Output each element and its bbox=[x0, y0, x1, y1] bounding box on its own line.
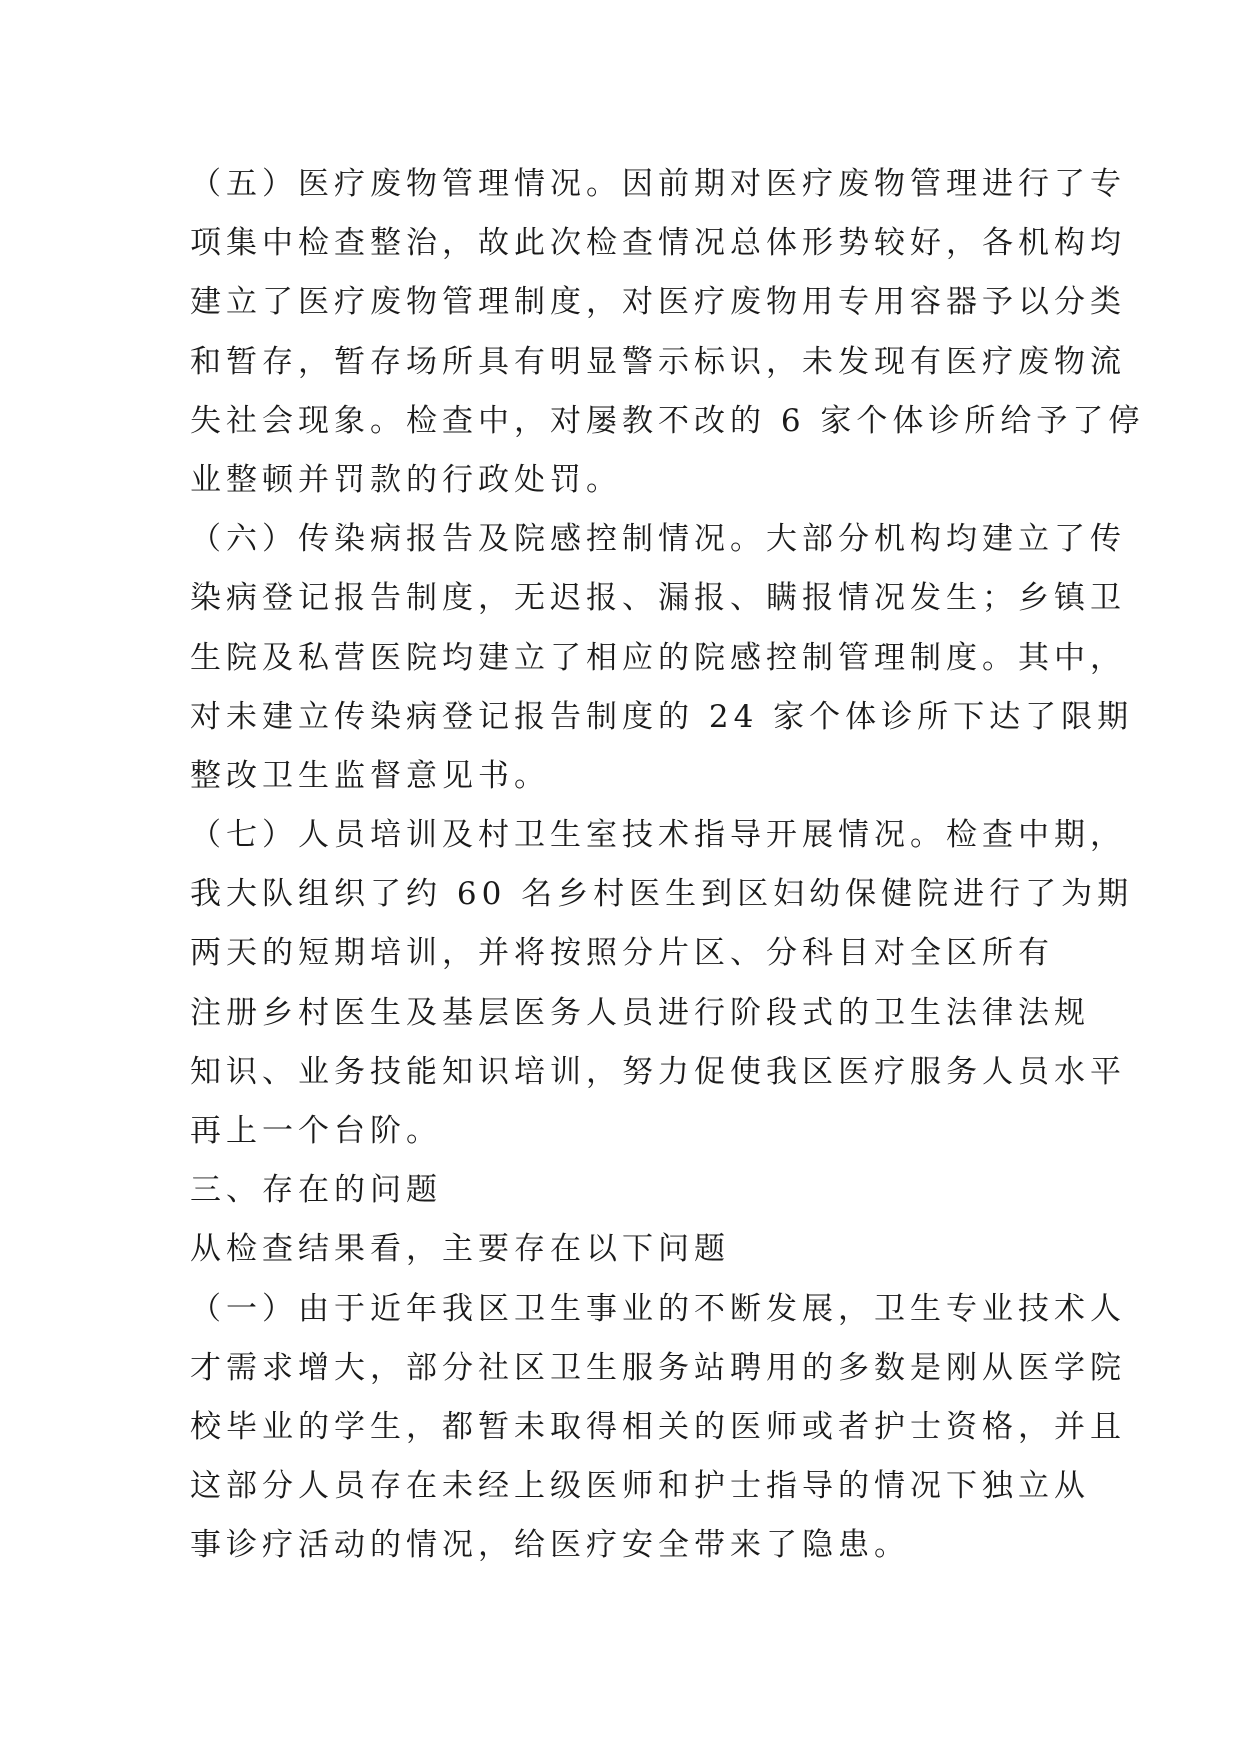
section-heading: 三、存在的问题 bbox=[190, 1172, 442, 1209]
text-line: 两天的短期培训，并将按照分片区、分科目对全区所有 bbox=[190, 935, 1054, 972]
text-line: 我大队组织了约 60 名乡村医生到区妇幼保健院进行了为期 bbox=[190, 876, 1134, 913]
text-line: 再上一个台阶。 bbox=[190, 1113, 442, 1149]
text-line: 从检查结果看，主要存在以下问题 bbox=[190, 1231, 730, 1268]
text-line: 对未建立传染病登记报告制度的 24 家个体诊所下达了限期 bbox=[190, 698, 1134, 735]
text-line: 失社会现象。检查中，对屡教不改的 6 家个体诊所给予了停 bbox=[190, 402, 1145, 439]
text-line: 染病登记报告制度，无迟报、漏报、瞒报情况发生；乡镇卫 bbox=[190, 580, 1126, 617]
text-line: （一）由于近年我区卫生事业的不断发展，卫生专业技术人 bbox=[190, 1290, 1126, 1327]
text-line: 项集中检查整治，故此次检查情况总体形势较好，各机构均 bbox=[190, 225, 1126, 262]
text-line: 注册乡村医生及基层医务人员进行阶段式的卫生法律法规 bbox=[190, 994, 1090, 1031]
text-line: 业整顿并罚款的行政处罚。 bbox=[190, 461, 622, 498]
text-line: 生院及私营医院均建立了相应的院感控制管理制度。其中， bbox=[190, 639, 1126, 676]
text-line: （七）人员培训及村卫生室技术指导开展情况。检查中期， bbox=[190, 817, 1126, 854]
text-line: （六）传染病报告及院感控制情况。大部分机构均建立了传 bbox=[190, 521, 1126, 558]
text-line: 校毕业的学生，都暂未取得相关的医师或者护士资格，并且 bbox=[190, 1408, 1126, 1445]
text-line: 整改卫生监督意见书。 bbox=[190, 757, 550, 794]
text-line: 知识、业务技能知识培训，努力促使我区医疗服务人员水平 bbox=[190, 1053, 1126, 1090]
text-line: 和暂存，暂存场所具有明显警示标识，未发现有医疗废物流 bbox=[190, 343, 1126, 380]
text-line: （五）医疗废物管理情况。因前期对医疗废物管理进行了专 bbox=[190, 166, 1126, 202]
text-line: 这部分人员存在未经上级医师和护士指导的情况下独立从 bbox=[190, 1468, 1090, 1505]
text-line: 事诊疗活动的情况，给医疗安全带来了隐患。 bbox=[190, 1527, 910, 1564]
document-body bbox=[190, 155, 1145, 1576]
text-line: 建立了医疗废物管理制度，对医疗废物用专用容器予以分类 bbox=[190, 284, 1126, 321]
text-line: 才需求增大，部分社区卫生服务站聘用的多数是刚从医学院 bbox=[190, 1349, 1126, 1386]
